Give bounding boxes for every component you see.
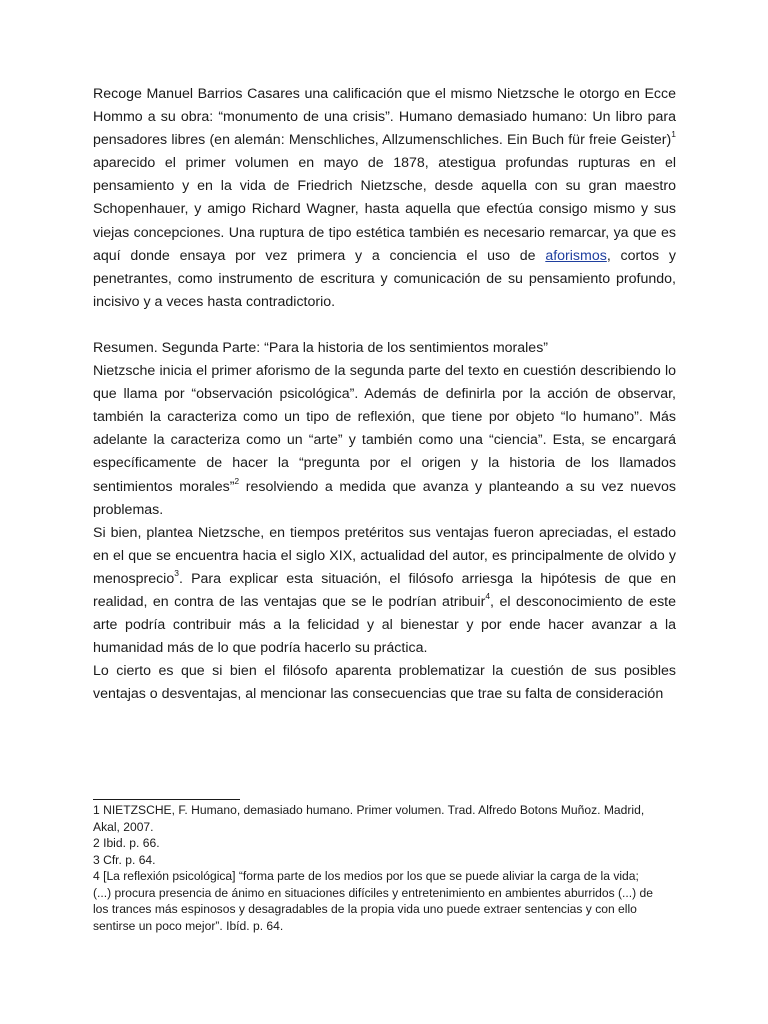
paragraph-intro	[93, 83, 676, 314]
paragraph-ventajas-text-c: , el desconocimiento de este arte podría contribuir más a la felicidad y al bienestar y por ende hacer avanzar a la humanidad más de lo que podría hacerlo su práctica.	[93, 593, 676, 657]
paragraph-observacion	[93, 360, 676, 522]
paragraph-consecuencias: Lo cierto es que si bien el filósofo aparenta problematizar la cuestión de sus posibles ventajas o desventajas, al mencionar las consecuencias que trae su falta de consideración	[93, 663, 676, 703]
paragraph-observacion-text-a: Nietzsche inicia el primer aforismo de la segunda parte del texto en cuestión describiendo lo que llama por “observación psicológica”. Además de definirla por la acción de observar, también la caracteriza como un tipo de reflexión, que tiene por objeto “lo humano”. Más adelante la caracteriza como un “arte” y también como una “ciencia”. Esta, se encargará específicamente de hacer la “pregunta por el origen y la historia de los llamados sentimientos morales”	[93, 363, 676, 495]
footnote-2: 2 Ibid. p. 66.	[93, 836, 160, 850]
document-body	[93, 83, 676, 706]
footnote-separator	[93, 799, 240, 800]
footnote-ref-1[interactable]: 1	[671, 129, 676, 140]
footnote-1: 1 NIETZSCHE, F. Humano, demasiado humano. Primer volumen. Trad. Alfredo Botons Muñoz. Madrid, Akal, 2007.	[93, 803, 645, 834]
footnotes-section	[93, 802, 658, 934]
section-heading: Resumen. Segunda Parte: “Para la historia de los sentimientos morales”	[93, 339, 549, 356]
paragraph-observacion-text-b: resolviendo a medida que avanza y planteando a su vez nuevos problemas.	[93, 478, 676, 518]
paragraph-intro-text-a: Recoge Manuel Barrios Casares una calificación que el mismo Nietzsche le otorgo en Ecce Hommo a su obra: “monumento de una crisis”. Humano demasiado humano: Un libro para pensadores libres (en alemán: Menschliches, Allzumenschliches. Ein Buch für freie Geister)	[93, 86, 676, 149]
footnote-4: 4 [La reflexión psicológica] “forma parte de los medios por los que se puede aliviar la carga de la vida; (...) procura presencia de ánimo en situaciones difíciles y entretenimiento en ambientes aburridos (...) de los trances más espinosos y desagradables de la propia vida uno puede extraer sentencias y con ello sentirse un poco mejor”. Ibíd. p. 64.	[93, 869, 653, 933]
footnote-3: 3 Cfr. p. 64.	[93, 852, 156, 867]
footnote-ref-2[interactable]: 2	[234, 475, 240, 486]
paragraph-ventajas-text-a: Si bien, plantea Nietzsche, en tiempos pretéritos sus ventajas fueron apreciadas, el estado en el que se encuentra hacia el siglo XIX, actualidad del autor, es principalmente de olvido y menosprecio	[93, 524, 676, 587]
paragraph-ventajas	[93, 522, 676, 661]
footnote-ref-4[interactable]: 4	[485, 591, 491, 602]
paragraph-intro-text-b: aparecido el primer volumen en mayo de 1878, atestigua profundas rupturas en el pensamiento y en la vida de Friedrich Nietzsche, desde aquella con su gran maestro Schopenhauer, y amigo Richard Wagner, hasta aquella que efectúa consigo mismo y sus viejas concepciones. Una ruptura de tipo estética también es necesario remarcar, ya que es aquí donde ensaya por vez primera y a conciencia el uso de	[93, 155, 676, 264]
footnote-ref-3[interactable]: 3	[174, 568, 179, 579]
paragraph-ventajas-text-b: . Para explicar esta situación, el filósofo arriesga la hipótesis de que en realidad, en contra de las ventajas que se le podrían atribuir	[93, 570, 676, 610]
aforismos-link[interactable]: aforismos	[545, 247, 607, 264]
paragraph-intro-text-c: , cortos y penetrantes, como instrumento de escritura y comunicación de su pensamiento profundo, incisivo y a veces hasta contradictorio.	[93, 247, 676, 310]
